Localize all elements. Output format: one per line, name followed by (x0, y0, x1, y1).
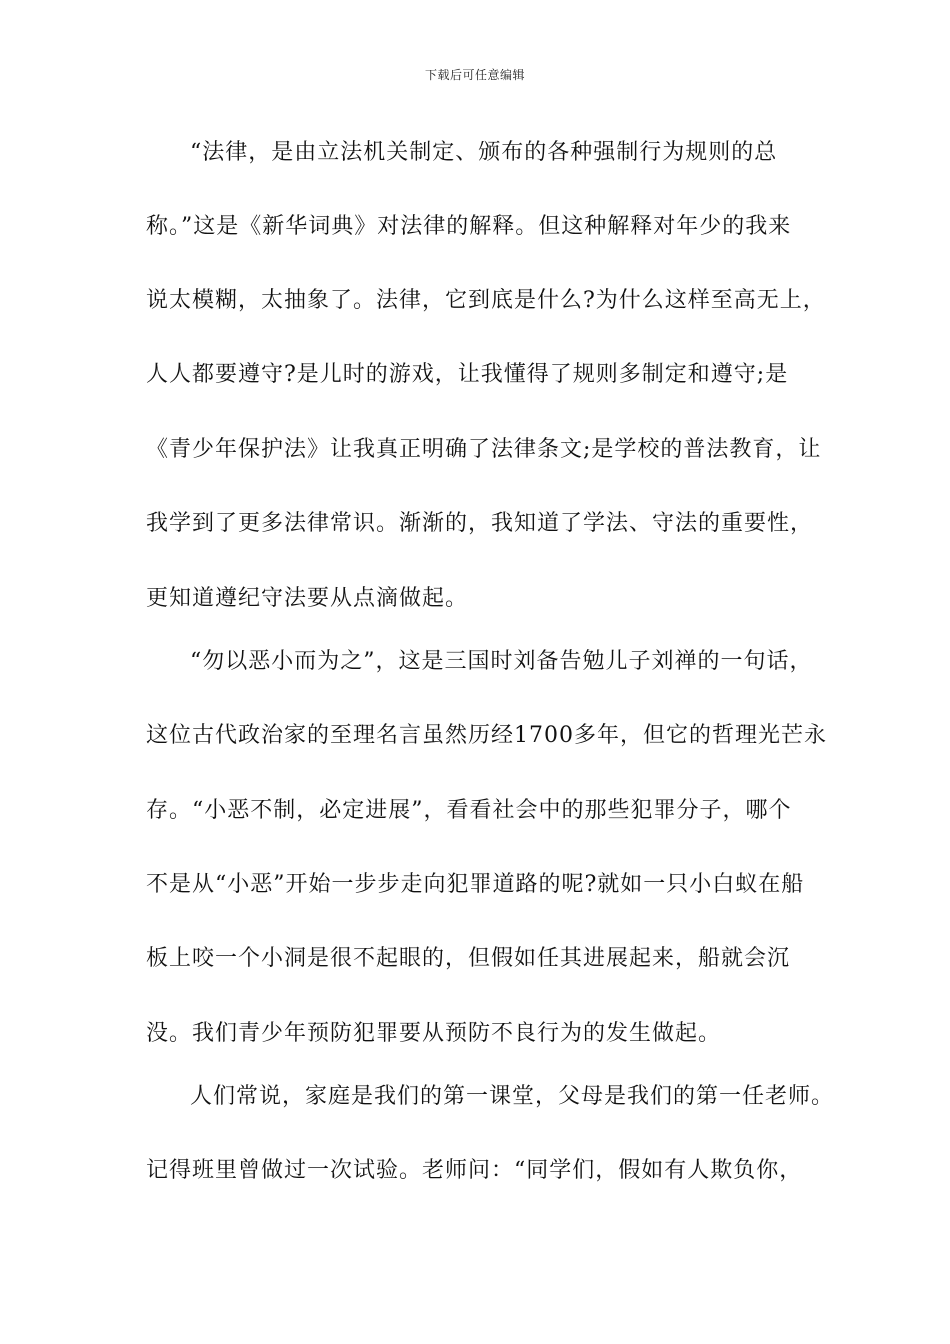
paragraph-3-line-2: 记得班里曾做过一次试验。老师问：“同学们，假如有人欺负你， (146, 1158, 803, 1183)
paragraph-1-line-2: 称。”这是《新华词典》对法律的解释。但这种解释对年少的我来 (146, 214, 792, 239)
paragraph-2-line-5: 板上咬一个小洞是很不起眼的，但假如任其进展起来，船就会沉 (146, 946, 791, 971)
paragraph-1-line-3: 说太模糊，太抽象了。法律，它到底是什么?为什么这样至高无上， (146, 288, 826, 313)
paragraph-1-line-4: 人人都要遵守?是儿时的游戏，让我懂得了规则多制定和遵守;是 (146, 362, 789, 387)
paragraph-2-line-4: 不是从“小恶”开始一步步走向犯罪道路的呢?就如一只小白蚁在船 (146, 872, 805, 897)
paragraph-1-line-6: 我学到了更多法律常识。渐渐的，我知道了学法、守法的重要性， (146, 511, 814, 536)
paragraph-2-line-6: 没。我们青少年预防犯罪要从预防不良行为的发生做起。 (146, 1021, 722, 1046)
paragraph-1-line-7: 更知道遵纪守法要从点滴做起。 (146, 586, 469, 611)
paragraph-2-line-3: 存。“小恶不制，必定进展”，看看社会中的那些犯罪分子，哪个 (146, 798, 792, 823)
page-header: 下载后可任意编辑 (424, 68, 525, 82)
paragraph-2-line-1: “勿以恶小而为之”，这是三国时刘备告勉儿子刘禅的一句话， (190, 649, 813, 674)
paragraph-1-line-1: “法律，是由立法机关制定、颁布的各种强制行为规则的总 (190, 140, 778, 165)
paragraph-3-line-1: 人们常说，家庭是我们的第一课堂，父母是我们的第一任老师。 (190, 1084, 835, 1109)
paragraph-1-line-5: 《青少年保护法》让我真正明确了法律条文;是学校的普法教育，让 (146, 437, 822, 462)
paragraph-2-line-2: 这位古代政治家的至理名言虽然历经1700多年，但它的哲理光芒永 (146, 723, 827, 748)
